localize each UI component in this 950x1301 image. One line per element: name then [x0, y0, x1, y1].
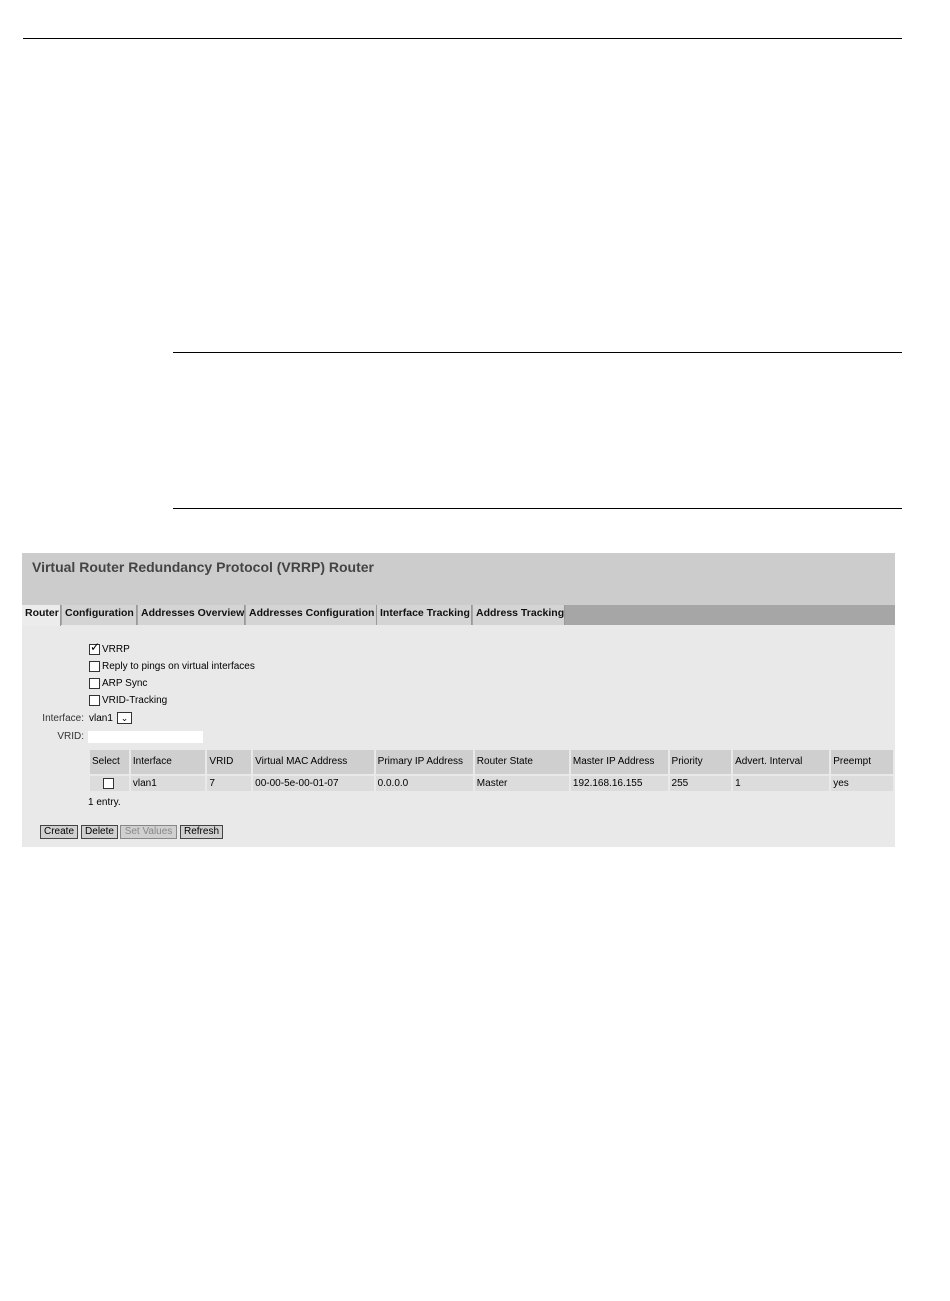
row-select-cell — [90, 776, 129, 791]
tab-configuration[interactable]: Configuration — [62, 605, 137, 625]
page-title: Virtual Router Redundancy Protocol (VRRP) Router — [32, 559, 374, 575]
row-advert-interval: 1 — [733, 776, 829, 791]
column-header-preempt: Preempt — [831, 750, 893, 774]
refresh-button[interactable]: Refresh — [180, 825, 223, 839]
column-header-vrid: VRID — [207, 750, 251, 774]
row-vrid: 7 — [207, 776, 251, 791]
row-preempt: yes — [831, 776, 893, 791]
create-button[interactable]: Create — [40, 825, 78, 839]
row-virtual-mac: 00-00-5e-00-01-07 — [253, 776, 374, 791]
column-header-select: Select — [90, 750, 129, 774]
top-rule — [23, 38, 902, 39]
vrrp-label: VRRP — [102, 644, 130, 655]
set-values-button[interactable]: Set Values — [120, 825, 177, 839]
row-select-checkbox[interactable] — [103, 778, 114, 789]
row-primary-ip: 0.0.0.0 — [376, 776, 473, 791]
interface-select-value: vlan1 — [89, 713, 113, 724]
section-rule-upper — [173, 352, 902, 353]
panel-header — [22, 553, 895, 605]
tab-addresses-configuration[interactable]: Addresses Configuration — [246, 605, 377, 625]
table-header-row — [90, 750, 893, 774]
tab-addresses-overview[interactable]: Addresses Overview — [138, 605, 245, 625]
vrid-input[interactable] — [88, 731, 203, 743]
column-header-primary-ip: Primary IP Address — [376, 750, 473, 774]
vrrp-router-panel — [22, 553, 895, 847]
vrid-tracking-label: VRID-Tracking — [102, 695, 168, 706]
interface-select[interactable] — [89, 712, 134, 726]
chevron-down-icon[interactable]: ⌄ — [117, 712, 132, 724]
tab-router[interactable]: Router — [22, 605, 61, 626]
row-master-ip: 192.168.16.155 — [571, 776, 668, 791]
arp-sync-label: ARP Sync — [102, 678, 148, 689]
row-interface: vlan1 — [131, 776, 206, 791]
checkmark-icon: ✓ — [90, 640, 101, 654]
vrrp-router-table — [88, 748, 895, 793]
table-row — [90, 776, 893, 791]
reply-pings-checkbox[interactable] — [89, 661, 100, 672]
vrid-label: VRID: — [57, 731, 84, 742]
section-rule-lower — [173, 508, 902, 509]
delete-button[interactable]: Delete — [81, 825, 118, 839]
tab-bar — [22, 605, 895, 625]
reply-pings-label: Reply to pings on virtual interfaces — [102, 661, 255, 672]
column-header-router-state: Router State — [475, 750, 569, 774]
interface-label: Interface: — [42, 713, 84, 724]
column-header-priority: Priority — [670, 750, 732, 774]
column-header-advert-interval: Advert. Interval — [733, 750, 829, 774]
arp-sync-checkbox[interactable] — [89, 678, 100, 689]
row-router-state: Master — [475, 776, 569, 791]
row-priority: 255 — [670, 776, 732, 791]
entry-count: 1 entry. — [88, 797, 121, 808]
column-header-master-ip: Master IP Address — [571, 750, 668, 774]
column-header-virtual-mac: Virtual MAC Address — [253, 750, 374, 774]
vrid-tracking-checkbox[interactable] — [89, 695, 100, 706]
tab-interface-tracking[interactable]: Interface Tracking — [377, 605, 472, 625]
tab-address-tracking[interactable]: Address Tracking — [473, 605, 565, 625]
column-header-interface: Interface — [131, 750, 206, 774]
vrrp-checkbox[interactable] — [89, 640, 101, 655]
